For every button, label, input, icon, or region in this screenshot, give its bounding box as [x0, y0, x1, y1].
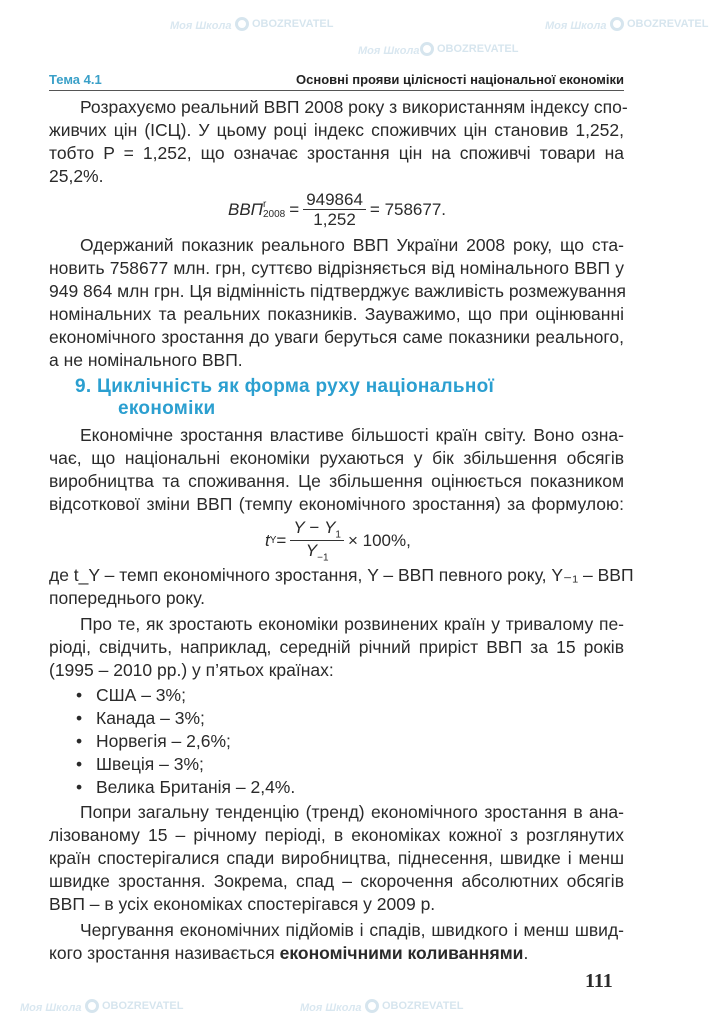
text-line: Одержаний показник реального ВВП України 2008 року, що ста-	[80, 235, 624, 255]
topic-label: Тема 4.1	[49, 72, 102, 87]
list-item	[76, 707, 205, 730]
formula-sub: 1	[335, 529, 341, 541]
watermark-text: Моя Школа	[20, 1002, 82, 1014]
text-line: ріоді, свідчить, наприклад, середній річний приріст ВВП за 15 років	[49, 637, 624, 657]
running-header	[49, 70, 624, 91]
text-line: попереднього року.	[49, 588, 205, 608]
formula-lhs: t	[265, 531, 270, 551]
text-line: країн спостерігалися спади виробництва, піднесення, швидке і менш	[49, 848, 624, 868]
text-line: тобто P = 1,252, що означає зростання цін на споживчі товари на	[49, 143, 624, 163]
chapter-title: Основні прояви цілісності національної економіки	[296, 72, 624, 87]
text-line: ВВП – в усіх економіках спостерігався у 2009 р.	[49, 894, 436, 914]
list-item-text: Швеція – 3%;	[96, 754, 204, 774]
fraction	[303, 190, 366, 229]
text-line: (1995 – 2010 рр.) у п’ятьох країнах:	[49, 660, 334, 680]
formula-growth-rate: t Y = $\frac{Y - Y_1}{Y_{-1}}$ × 100%,	[265, 518, 411, 564]
list-item-text: Велика Британія – 2,4%.	[96, 777, 296, 797]
text-line: економічного зростання до уваги беруться саме показники реального,	[49, 327, 624, 347]
watermark-logo: OBOZREVATEL	[235, 17, 333, 31]
watermark-logo: OBOZREVATEL	[85, 999, 183, 1013]
key-term: економічними коливаннями	[279, 943, 524, 963]
watermark-text: Моя Школа	[300, 1002, 362, 1014]
formula-real-gdp: ВВП r 2008 = $\frac{949864}{1,252}$ = 758677.	[228, 190, 447, 229]
formula-result: = 758677.	[369, 200, 447, 219]
section-heading-cont: економіки	[118, 398, 216, 419]
fraction	[290, 518, 344, 564]
denominator: 1,252	[313, 210, 356, 229]
watermark-text: Моя Школа	[358, 45, 420, 57]
bullet-icon: •	[76, 731, 83, 751]
formula-sub: 2008	[263, 208, 286, 220]
formula-tail: × 100%,	[347, 531, 411, 551]
bullet-icon: •	[76, 708, 83, 728]
text-line: номінальних та реальних показників. Зауважимо, що при оцінюванні	[49, 304, 624, 324]
watermark-text: Моя Школа	[170, 20, 232, 32]
var: Y	[293, 518, 305, 537]
text-line: живчих цін (ІСЦ). У цьому році індекс споживчих цін становив 1,252,	[49, 120, 624, 140]
text-line: чає, що національні економіки рухаються у бік збільшення обсягів	[49, 448, 624, 468]
text-line: 949 864 млн грн. Ця відмінність підтверджує важливість розмежування	[49, 281, 626, 301]
page-number: 111	[585, 970, 613, 992]
text-line: новить 758677 млн. грн, суттєво відрізняється від номінального ВВП у	[49, 258, 624, 278]
text: .	[523, 943, 529, 963]
var: Y	[324, 518, 336, 537]
list-item	[76, 776, 295, 799]
var: Y	[305, 541, 318, 561]
bullet-icon: •	[76, 754, 83, 774]
text-line: швидке зростання. Зокрема, спад – скорочення абсолютних обсягів	[49, 871, 624, 891]
text-line: лізованому 15 – річному періоді, в економіках кожної з розглянутих	[49, 825, 624, 845]
text-line: Попри загальну тенденцію (тренд) економічного зростання в ана-	[80, 802, 624, 822]
list-item	[76, 684, 186, 707]
watermark-logo: OBOZREVATEL	[610, 17, 708, 31]
formula-sup: r	[263, 198, 267, 210]
text-line: Чергування економічних підйомів і спадів, швидкого і менш швид-	[80, 920, 624, 940]
numerator: $Y - Y_1$	[290, 518, 344, 541]
text-line	[49, 942, 624, 965]
formula-sub: −1	[317, 552, 329, 564]
text-line: 25,2%.	[49, 166, 104, 186]
formula-lhs: ВВП	[228, 200, 263, 219]
text-line: Розрахуємо реальний ВВП 2008 року з використанням індексу спо-	[80, 97, 628, 117]
bullet-icon: •	[76, 777, 83, 797]
watermark-logo: OBOZREVATEL	[365, 999, 463, 1013]
section-heading: 9. Циклічність як форма руху національної	[75, 376, 495, 397]
bullet-icon: •	[76, 685, 83, 705]
formula-sub: Y	[269, 534, 277, 546]
list-item-text: Норвегія – 2,6%;	[96, 731, 231, 751]
text-line: а не номінального ВВП.	[49, 350, 243, 370]
text: кого зростання називається	[49, 943, 280, 963]
list-item	[76, 730, 231, 753]
numerator: 949864	[303, 190, 366, 210]
list-item-text: США – 3%;	[96, 685, 186, 705]
watermark-logo: OBOZREVATEL	[420, 42, 518, 56]
text-line: Економічне зростання властиве більшості країн світу. Воно озна-	[80, 425, 624, 445]
text-line: відсоткової зміни ВВП (темпу економічного зростання) за формулою:	[49, 494, 624, 514]
list-item-text: Канада – 3%;	[96, 708, 205, 728]
text-line: Про те, як зростають економіки розвинених країн у тривалому пе-	[80, 614, 624, 634]
list-item	[76, 753, 204, 776]
text-line: де t_Y – темп економічного зростання, Y – ВВП певного року, Y₋₁ – ВВП	[49, 565, 634, 585]
denominator	[306, 541, 329, 563]
watermark-text: Моя Школа	[545, 20, 607, 32]
text-line: виробництва та споживання. Це збільшення оцінюється показником	[49, 471, 624, 491]
